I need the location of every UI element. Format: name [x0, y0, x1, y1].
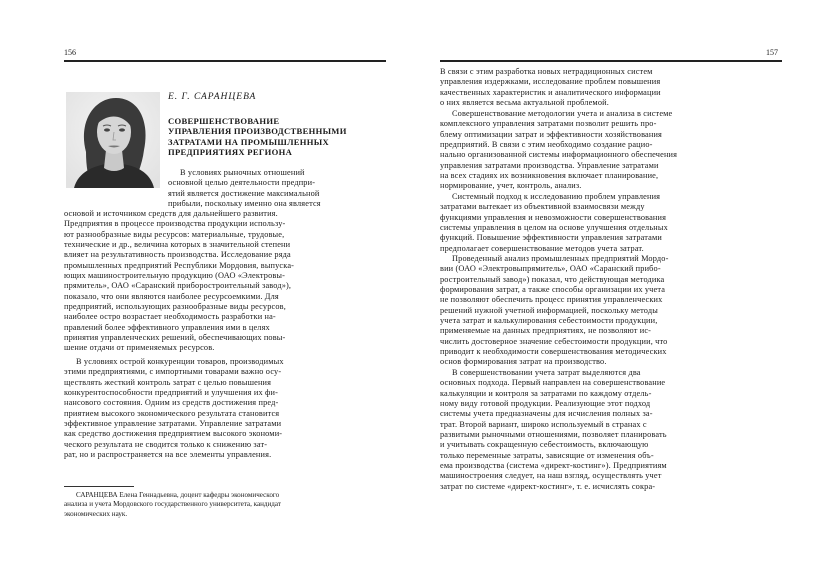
author-portrait	[66, 92, 160, 188]
text-line: правлений более эффективного управления ими в целях	[64, 322, 270, 332]
text-line: ному виду готовой продукции. Реализующие этот подход	[440, 399, 651, 409]
text-line: ющих машиностроительную продукцию (ОАО «Электровы-	[64, 271, 286, 281]
footnote	[64, 491, 386, 519]
text-line: калькуляции и контроля за затратами по каждому отдель-	[440, 388, 652, 398]
text-line: ществлять жесткий контроль затрат с целью повышения	[64, 377, 272, 387]
footnote-rule	[64, 486, 134, 487]
footnote-line: анализа и учета Мордовского государственного университета, кандидат	[64, 500, 281, 509]
text-line: приятием высокого экономического результата становится	[64, 408, 280, 418]
text-line: нормирование, учет, контроль, анализ.	[440, 181, 582, 191]
text-line: блему оптимизации затрат и эффективности хозяйствования	[440, 129, 663, 139]
text-line: нально организованной системы информационного обеспечения	[440, 150, 678, 160]
text-line: предприятий, использующих разнообразные виды ресурсов,	[64, 302, 286, 312]
text-line: комплексного управления затратами позволит решить про-	[440, 119, 657, 129]
text-line: принятия управленческих решений, обеспечивающих повы-	[64, 333, 286, 343]
article-title	[168, 116, 347, 158]
text-line: влияет на результативность производства. Исследование ряда	[64, 250, 291, 260]
right-para5	[440, 368, 782, 492]
text-line: вии (ОАО «Электровыпрямитель», ОАО «Саранский прибо-	[440, 264, 661, 274]
footnote-line: САРАНЦЕВА Елена Геннадьевна, доцент кафедры экономического	[76, 491, 280, 499]
text-line: решений нужной учетной информацией, поскольку методы	[440, 305, 658, 315]
left-page-number: 156	[64, 48, 76, 57]
text-line: основой и источником средств для дальнейшего развития.	[64, 209, 278, 218]
text-line: развитыми рыночными отношениями, позволяет планировать	[440, 430, 667, 440]
text-line: показало, что они являются наиболее ресурсоемкими. Для	[64, 291, 279, 301]
text-line: В связи с этим разработка новых нетрадиционных систем	[440, 67, 653, 76]
text-line: управления затратами производства. Управление затратами	[440, 160, 659, 170]
text-line: системы управления в целом на основе улучшения отдельных	[440, 223, 668, 233]
text-line: технические и др., величина которых в значительной степени	[64, 240, 291, 250]
text-line: Проведенный анализ промышленных предприятий Мордо-	[452, 254, 669, 263]
footnote-line: экономических наук.	[64, 509, 128, 518]
title-line: ПРЕДПРИЯТИЯХ РЕГИОНА	[168, 147, 293, 158]
text-line: конкурентоспособности предприятий и улучшения их фи-	[64, 388, 279, 398]
text-line: только переменные затраты, зависящие от изменения объ-	[440, 450, 654, 460]
text-line: прямитель», ОАО «Саранский приборостроительный завод»),	[64, 281, 292, 291]
text-line: ростроительный завод») показал, что действующая методика	[440, 274, 665, 284]
text-line: ема производства (система «директ-костинг»). Предприятиям	[440, 461, 667, 471]
text-line: Системный подход к исследованию проблем управления	[452, 192, 661, 201]
text-line: учета затрат и калькулирования себестоимости продукции,	[440, 316, 658, 326]
right-header-rule	[440, 60, 782, 62]
text-line: трат. Второй вариант, широко используемый в странах с	[440, 419, 647, 429]
text-line: как средство достижения предприятием высокого экономи-	[64, 429, 283, 439]
text-line: формирования затрат, а также способы организации их учета	[440, 285, 666, 295]
text-line: системы учета предназначены для исчисления полных за-	[440, 409, 653, 419]
left-para1-wrapped	[168, 168, 386, 209]
text-line: Предприятия в процессе производства продукции использу-	[64, 219, 286, 229]
text-line: числить достоверное значение себестоимости продукции, что	[440, 336, 668, 346]
text-line: предприятий. В связи с этим необходимо создание рацио-	[440, 140, 653, 150]
left-para2	[64, 357, 386, 460]
text-line: основ формирования затрат на производство.	[440, 357, 607, 367]
text-line: промышленных предприятий Республики Мордовия, выпуска-	[64, 260, 295, 270]
text-line: нансового состояния. Одним из средств достижения пред-	[64, 398, 279, 408]
text-line: управления издержками, исследование проблем повышения	[440, 77, 661, 87]
text-line: ятий является достижение максимальной	[168, 188, 320, 198]
text-line: наиболее остро возрастает необходимость разработки на-	[64, 312, 276, 322]
text-line: основной целью деятельности предпри-	[168, 178, 316, 188]
text-line: затрат по системе «директ-костинг», т. е. исчислять сокра-	[440, 481, 656, 491]
title-line: УПРАВЛЕНИЯ ПРОИЗВОДСТВЕННЫМИ	[168, 126, 347, 137]
text-line: предполагает совершенствование методов учета затрат.	[440, 243, 644, 253]
text-line: В совершенствовании учета затрат выделяются два	[452, 368, 641, 377]
author-name: Е. Г. САРАНЦЕВА	[168, 92, 257, 102]
right-para4	[440, 254, 782, 368]
text-line: и учитывать сокращенную себестоимость, включающую	[440, 440, 649, 450]
text-line: качественных характеристик и аналитического информации	[440, 87, 661, 97]
text-line: эффективное управление затратами. Управление затратами	[64, 419, 282, 429]
text-line: прибыли, поскольку именно она является	[168, 199, 321, 209]
right-page-number: 157	[766, 48, 778, 57]
text-line: ют разнообразные виды ресурсов: материальные, трудовые,	[64, 229, 285, 239]
left-para1-full	[64, 209, 386, 354]
text-line: В условиях рыночных отношений	[180, 168, 305, 177]
text-line: применяемые на данных предприятиях, не позволяют ис-	[440, 326, 652, 336]
text-line: функций. Повышение эффективности управления затратами	[440, 233, 662, 243]
text-line: на всех стадиях их возникновения включает планирование,	[440, 171, 659, 181]
text-line: основных подхода. Первый направлен на совершенствование	[440, 378, 666, 388]
title-line: ЗАТРАТАМИ НА ПРОМЫШЛЕННЫХ	[168, 136, 330, 147]
text-line: Совершенствование методологии учета и анализа в системе	[452, 109, 673, 118]
left-header-rule	[64, 60, 386, 62]
right-para3	[440, 192, 782, 254]
text-line: затратами вытекает из объективной взаимосвязи между	[440, 202, 645, 212]
text-line: не позволяют обеспечить процесс принятия управленческих	[440, 295, 663, 305]
text-line: ческого результата не сводится только к снижению зат-	[64, 439, 268, 449]
right-para1	[440, 67, 782, 108]
text-line: о них является весьма актуальной проблемой.	[440, 98, 609, 108]
text-line: рат, но и распространяется на все элементы управления.	[64, 450, 272, 460]
text-line: этими предприятиями, с импортными товарами важно осу-	[64, 367, 282, 377]
title-line: СОВЕРШЕНСТВОВАНИЕ	[168, 116, 280, 126]
text-line: шение отдачи от применяемых ресурсов.	[64, 343, 215, 353]
text-line: приводит к необходимости совершенствования методических	[440, 347, 667, 357]
right-para2	[440, 109, 782, 192]
text-line: машиностроения следует, на наш взгляд, осуществлять учет	[440, 471, 662, 481]
text-line: функциями управления и невозможности совершенствования	[440, 212, 667, 222]
text-line: В условиях острой конкуренции товаров, производимых	[76, 357, 284, 366]
